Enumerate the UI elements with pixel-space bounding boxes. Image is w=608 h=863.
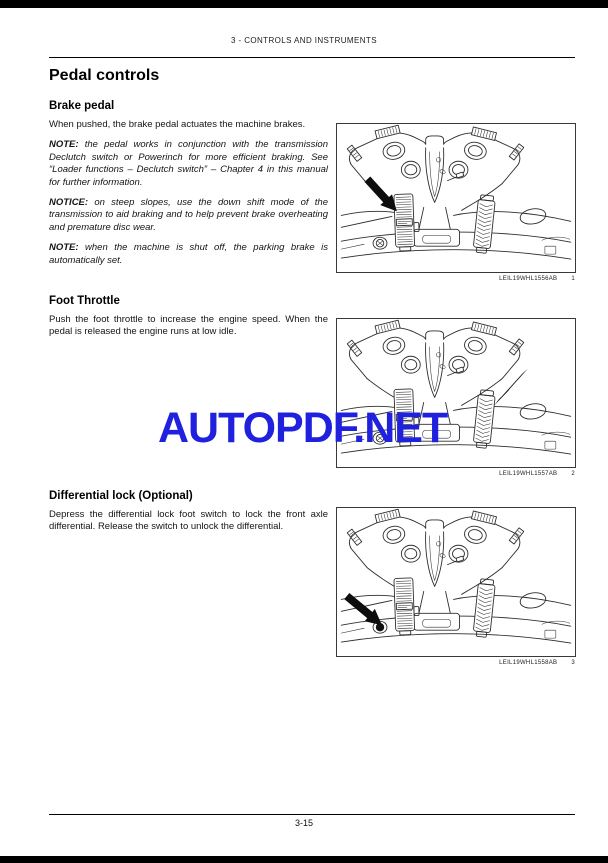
note-paragraph [49,242,328,267]
note-prefix: NOTE: [49,242,79,254]
section-heading: Brake pedal [49,100,115,112]
section-foot-throttle [49,295,328,347]
section-heading: Foot Throttle [49,295,120,307]
note-text: the pedal works in conjunction with the transmission Declutch switch or Powerinch for more efficient braking. See “Loader functions – Declutch switch” – Chapter 4 in this manual for further information. [49,139,328,188]
figure-number: 3 [571,660,575,666]
note-prefix: NOTE: [49,139,79,151]
scan-border-bottom [0,856,608,863]
figure-differential-lock [336,507,576,666]
notice-paragraph [49,197,328,234]
figure-code: LEIL19WHL1558AB [499,660,558,666]
figure-caption [336,276,576,282]
note-paragraph [49,139,328,189]
section-differential-lock [49,490,328,542]
notice-text: on steep slopes, use the down shift mode of the transmission to aid braking and to help prevent brake overheating and premature disc wear. [49,197,328,233]
figure-frame [336,507,576,657]
pointer-arrow [494,369,528,406]
figure-caption [336,660,576,666]
note-text: when the machine is shut off, the parking brake is automatically set. [49,242,329,266]
figure-frame [336,123,576,273]
body-paragraph: Depress the differential lock foot switch to lock the front axle differential. Release the switch to unlock the differential. [49,509,328,533]
figure-foot-throttle [336,318,576,477]
figure-number: 2 [571,471,575,477]
figure-number: 1 [571,276,575,282]
body-paragraph: Push the foot throttle to increase the engine speed. When the pedal is released the engine runs at low idle. [49,314,328,338]
pedal-illustration [337,124,575,272]
chapter-header: 3 - CONTROLS AND INSTRUMENTS [231,36,377,45]
scan-border-top [0,0,608,8]
section-heading: Differential lock (Optional) [49,490,193,502]
section-brake-pedal [49,100,328,275]
pointer-arrow [365,177,397,212]
footer-rule [49,814,575,815]
watermark: AUTOPDF.NET [158,404,448,452]
figure-brake-pedal [336,123,576,282]
figure-code: LEIL19WHL1557AB [499,471,558,477]
notice-prefix: NOTICE: [49,197,89,209]
page-number: 3-15 [294,818,313,828]
header-rule [49,57,575,58]
body-paragraph: When pushed, the brake pedal actuates the machine brakes. [49,119,306,130]
pedal-illustration [337,508,575,656]
figure-caption [336,471,576,477]
figure-code: LEIL19WHL1556AB [499,276,558,282]
page-title: Pedal controls [49,67,160,84]
